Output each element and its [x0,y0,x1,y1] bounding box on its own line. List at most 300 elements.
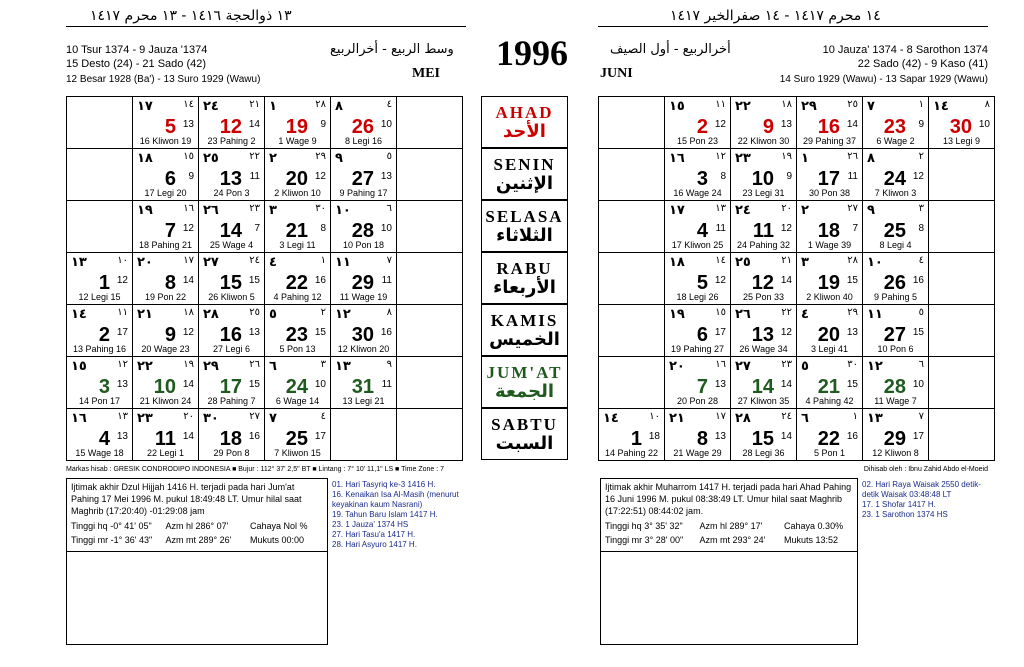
javanese-day: 12 [780,327,792,338]
gregorian-day: 20 [817,324,840,346]
javanese-day: 15 [314,327,326,338]
hijri-day: ٢٢ [735,99,751,114]
gregorian-day: 31 [351,376,374,398]
day-latin: JUM'AT [486,363,563,382]
pasaran-day: ٣ [320,359,326,370]
gregorian-day: 19 [285,116,308,138]
hijri-day: ٨ [335,99,343,114]
day-cell [665,305,731,357]
pasaran-label: 26 Kliwon 5 [208,292,255,302]
right-tinggi-mr: Tinggi mr 3° 28' 00" [605,535,684,545]
hijri-date [203,411,260,426]
hijri-day: ٢ [269,151,277,166]
empty-cell [397,357,463,409]
day-cell [797,253,863,305]
pasaran-label: 17 Legi 20 [144,188,187,198]
javanese-day: 17 [714,327,726,338]
javanese-day: 12 [780,223,792,234]
javanese-day: 10 [314,379,326,390]
pasaran-label: 12 Legi 15 [78,292,121,302]
right-javanese-line1: 10 Jauza' 1374 - 8 Sarothon 1374 [822,44,988,56]
hijri-day: ٢٧ [735,359,751,374]
hijri-day: ٣٠ [203,411,219,426]
day-cell [731,201,797,253]
gregorian-day: 30 [949,116,972,138]
gregorian-day: 9 [164,324,176,346]
day-arabic: الخميس [489,329,560,350]
pasaran-day: ٤ [918,255,924,266]
day-cell [331,149,397,201]
empty-cell [331,409,397,461]
pasaran-label: 24 Pon 3 [213,188,250,198]
hijri-date [867,203,924,218]
day-cell [331,305,397,357]
gregorian-day: 7 [696,376,708,398]
javanese-day: 14 [846,119,858,130]
hijri-date [137,151,194,166]
javanese-day: 17 [116,327,128,338]
javanese-day: 15 [846,275,858,286]
note-item: 23. 1 Sarothon 1374 HS [862,510,948,519]
gregorian-day: 29 [883,428,906,450]
day-cell [863,97,929,149]
pasaran-day: ٧ [386,255,392,266]
pasaran-day: ٢٨ [315,99,326,110]
day-cell [199,357,265,409]
hijri-day: ٦ [269,359,277,374]
day-names-column [475,96,574,460]
hijri-day: ١٨ [137,151,153,166]
hijri-date [801,99,858,114]
day-name-ahad [481,96,568,148]
left-box-divider [67,551,327,552]
gregorian-day: 4 [696,220,708,242]
pasaran-day: ٦ [386,203,392,214]
day-cell [199,409,265,461]
pasaran-label: 20 Wage 23 [141,344,190,354]
hijri-date [801,203,858,218]
gregorian-day: 2 [98,324,110,346]
day-cell [67,357,133,409]
hijri-day: ٩ [867,203,875,218]
hijri-day: ٢١ [669,411,685,426]
javanese-day: 17 [912,431,924,442]
hijri-day: ٢٧ [203,255,219,270]
hijri-day: ٢ [801,203,809,218]
note-item: 02. Hari Raya Waisak 2550 detik-detik Waisak 03:48:48 LT [862,480,981,499]
pasaran-label: 24 Pahing 32 [736,240,791,250]
hijri-day: ١٩ [137,203,153,218]
pasaran-day: ١ [320,255,326,266]
hijri-day: ٤ [269,255,277,270]
hijri-day: ١٦ [669,151,685,166]
right-ijtimak-text: Ijtimak akhir Muharrom 1417 H. terjadi pada hari Ahad Pahing 16 Juni 1996 M. pukul 08:38:49 LT. Umur hilal saat Maghrib (17:22:51) 08:44:02 jam. [605,482,852,516]
empty-cell [929,305,995,357]
pasaran-label: 21 Kliwon 24 [139,396,192,406]
javanese-day: 14 [182,379,194,390]
day-arabic: الثلاثاء [496,225,553,246]
hijri-date [335,151,392,166]
gregorian-day: 25 [883,220,906,242]
empty-cell [599,253,665,305]
day-name-kamis [481,304,568,356]
day-cell [199,305,265,357]
left-notes-list [332,480,468,550]
gregorian-day: 8 [696,428,708,450]
note-item: 01. Hari Tasyriq ke-3 1416 H. [332,480,436,489]
hijri-date [669,411,726,426]
pasaran-day: ١ [852,411,858,422]
javanese-day: 11 [381,379,392,390]
gregorian-day: 12 [219,116,242,138]
hijri-date [203,99,260,114]
pasaran-label: 13 Legi 9 [942,136,981,146]
javanese-day: 13 [380,171,392,182]
hijri-date [269,99,326,114]
gregorian-day: 17 [817,168,840,190]
day-cell [863,201,929,253]
pasaran-label: 10 Pon 18 [342,240,385,250]
gregorian-day: 10 [751,168,774,190]
day-latin: KAMIS [490,311,559,330]
pasaran-label: 23 Pahing 2 [207,136,256,146]
hijri-day: ٢٥ [735,255,751,270]
pasaran-label: 1 Wage 9 [278,136,317,146]
gregorian-day: 20 [285,168,308,190]
day-cell [731,253,797,305]
left-azm-mt: Azm mt 289° 26' [165,535,232,545]
day-cell [133,253,199,305]
pasaran-day: ١٩ [781,151,792,162]
day-cell [265,149,331,201]
pasaran-day: ٢١ [781,255,792,266]
javanese-day: 14 [780,379,792,390]
gregorian-day: 23 [883,116,906,138]
pasaran-day: ٥ [918,307,924,318]
javanese-day: 10 [380,119,392,130]
hijri-date [203,203,260,218]
pasaran-day: ٢٩ [315,151,326,162]
hijri-day: ١٣ [867,411,883,426]
pasaran-day: ١٧ [183,255,194,266]
javanese-day: 16 [912,275,924,286]
hijri-date [735,255,792,270]
hijri-date [269,151,326,166]
hijri-date [669,99,726,114]
javanese-day: 11 [715,223,726,234]
footer-hisab-author: Dihisab oleh : Ibnu Zahid Abdo el-Moeid [863,466,988,473]
empty-cell [929,253,995,305]
day-cell [199,201,265,253]
pasaran-label: 7 Kliwon 15 [274,448,321,458]
hijri-day: ٢٣ [735,151,751,166]
pasaran-day: ١٢ [715,151,726,162]
javanese-day: 17 [314,431,326,442]
pasaran-day: ٢٥ [847,99,858,110]
pasaran-label: 5 Pon 13 [279,344,316,354]
left-tinggi-hq: Tinggi hq -0° 41' 05" [71,521,152,531]
pasaran-label: 2 Kliwon 10 [274,188,321,198]
hijri-date [735,203,792,218]
hijri-day: ١٠ [335,203,351,218]
hijri-date [735,151,792,166]
hijri-date [867,307,924,322]
day-cell [731,149,797,201]
hijri-day: ٢١ [137,307,153,322]
javanese-day: 12 [182,223,194,234]
left-javanese-line2: 15 Desto (24) - 21 Sado (42) [66,58,207,70]
hijri-date [867,255,924,270]
pasaran-label: 30 Pon 38 [808,188,851,198]
day-cell [265,409,331,461]
day-arabic: الأربعاء [493,277,556,298]
pasaran-label: 20 Pon 28 [676,396,719,406]
empty-cell [599,305,665,357]
left-astro-row1 [67,519,327,533]
hijri-day: ١٢ [335,307,351,322]
hijri-date [867,151,924,166]
empty-cell [599,149,665,201]
june-calendar-grid [598,96,995,461]
day-cell [797,149,863,201]
day-cell [199,97,265,149]
pasaran-day: ٢٤ [781,411,792,422]
day-cell [133,149,199,201]
javanese-day: 11 [381,275,392,286]
pasaran-day: ١٦ [715,359,726,370]
pasaran-label: 22 Kliwon 30 [737,136,790,146]
hijri-date [137,99,194,114]
hijri-date [71,359,128,374]
pasaran-day: ٢ [918,151,924,162]
left-season: وسط الربيع - أخرالربيع [330,42,454,57]
day-cell [665,357,731,409]
gregorian-day: 17 [219,376,242,398]
day-cell [665,149,731,201]
day-cell [67,409,133,461]
pasaran-day: ٢٠ [183,411,194,422]
pasaran-day: ١١ [715,99,726,110]
day-cell [863,253,929,305]
gregorian-day: 27 [351,168,374,190]
hijri-day: ٥ [801,359,809,374]
javanese-day: 13 [116,431,128,442]
hijri-day: ٤ [801,307,809,322]
pasaran-label: 16 Wage 24 [673,188,722,198]
javanese-day: 9 [320,119,326,130]
gregorian-day: 2 [696,116,708,138]
javanese-day: 10 [912,379,924,390]
javanese-day: 13 [714,431,726,442]
empty-cell [67,201,133,253]
day-cell [929,97,995,149]
gregorian-day: 15 [751,428,774,450]
javanese-day: 13 [714,379,726,390]
empty-cell [397,97,463,149]
day-arabic: السبت [495,433,554,454]
hijri-date [735,359,792,374]
javanese-day: 13 [780,119,792,130]
gregorian-day: 1 [98,272,110,294]
pasaran-label: 14 Pahing 22 [604,448,659,458]
hijri-date [735,307,792,322]
empty-cell [599,357,665,409]
right-season: أخرالربيع - أول الصيف [610,42,731,57]
right-box-divider [601,551,857,552]
javanese-day: 18 [648,431,660,442]
day-cell [265,305,331,357]
javanese-day: 12 [714,275,726,286]
gregorian-day: 29 [351,272,374,294]
hijri-day: ١٧ [669,203,685,218]
javanese-day: 11 [249,171,260,182]
day-cell [265,97,331,149]
pasaran-day: ١٥ [183,151,194,162]
pasaran-day: ٢٦ [847,151,858,162]
pasaran-label: 17 Kliwon 25 [671,240,724,250]
hijri-date [801,411,858,426]
day-cell [863,149,929,201]
pasaran-day: ١٤ [183,99,194,110]
day-cell [797,357,863,409]
pasaran-day: ١٣ [715,203,726,214]
hijri-day: ٩ [335,151,343,166]
day-cell [731,305,797,357]
pasaran-day: ١٨ [183,307,194,318]
day-cell [797,409,863,461]
hijri-date [867,359,924,374]
pasaran-label: 11 Wage 19 [339,292,388,302]
right-month-label: JUNI [600,66,633,81]
pasaran-label: 6 Wage 2 [876,136,915,146]
gregorian-day: 21 [817,376,840,398]
pasaran-label: 25 Wage 4 [209,240,254,250]
javanese-day: 12 [314,171,326,182]
left-month-label: MEI [412,66,440,81]
right-azm-mt: Azm mt 293° 24' [699,535,766,545]
javanese-day: 8 [918,223,924,234]
day-latin: SABTU [491,415,558,434]
javanese-day: 16 [314,275,326,286]
hijri-day: ١٥ [71,359,87,374]
hijri-day: ١١ [335,255,351,270]
gregorian-day: 19 [817,272,840,294]
day-cell [265,357,331,409]
left-cahaya: Cahaya Nol % [250,521,308,531]
gregorian-day: 6 [696,324,708,346]
pasaran-day: ٢٤ [249,255,260,266]
gregorian-day: 7 [164,220,176,242]
gregorian-day: 16 [219,324,242,346]
right-javanese-line3: 14 Suro 1929 (Wawu) - 13 Sapar 1929 (Wawu) [779,74,988,85]
pasaran-day: ١٣ [117,411,128,422]
hijri-date [335,255,392,270]
pasaran-day: ١ [918,99,924,110]
note-item: 19. Tahun Baru Islam 1417 H. [332,510,438,519]
pasaran-day: ٢ [320,307,326,318]
javanese-day: 8 [720,171,726,182]
pasaran-day: ٣ [918,203,924,214]
hijri-day: ١١ [867,307,883,322]
pasaran-day: ١٩ [183,359,194,370]
javanese-day: 16 [846,431,858,442]
right-tinggi-hq: Tinggi hq 3° 35' 32" [605,521,683,531]
hijri-date [867,99,924,114]
left-tinggi-mr: Tinggi mr -1° 36' 43" [71,535,153,545]
hijri-day: ١٣ [335,359,351,374]
pasaran-day: ١٨ [781,99,792,110]
hijri-date [335,359,392,374]
day-cell [665,201,731,253]
javanese-day: 14 [182,431,194,442]
gregorian-day: 26 [351,116,374,138]
javanese-day: 9 [188,171,194,182]
empty-cell [929,201,995,253]
pasaran-day: ١٧ [715,411,726,422]
hijri-day: ٢٠ [137,255,153,270]
year-title: 1996 [496,33,568,73]
gregorian-day: 11 [752,220,774,242]
hijri-day: ١٥ [669,99,685,114]
hijri-day: ٢٩ [801,99,817,114]
javanese-day: 12 [116,275,128,286]
pasaran-day: ٢٩ [847,307,858,318]
pasaran-day: ٢٢ [249,151,260,162]
hijri-day: ١٦ [71,411,87,426]
left-header-divider [66,26,466,27]
hijri-date [735,99,792,114]
empty-cell [397,253,463,305]
day-cell [133,409,199,461]
pasaran-label: 8 Legi 4 [879,240,912,250]
left-ijtimak-text: Ijtimak akhir Dzul Hijjah 1416 H. terjadi pada hari Jum'at Pahing 17 Mei 1996 M. pukul 18:49:48 LT. Umur hilal saat Maghrib (17:20:40) -01:29:08 jam [71,482,302,516]
hijri-date [269,359,326,374]
gregorian-day: 18 [817,220,840,242]
day-name-rabu [481,252,568,304]
note-item: 16. Kenaikan Isa Al-Masih (menurut keyakinan kaum Nasrani) [332,490,459,509]
pasaran-day: ٢٥ [249,307,260,318]
hijri-date [203,151,260,166]
gregorian-day: 5 [696,272,708,294]
hijri-day: ١٤ [933,99,949,114]
day-cell [331,201,397,253]
hijri-date [137,307,194,322]
day-name-sabtu [481,408,568,460]
hijri-day: ٣ [269,203,277,218]
pasaran-day: ٧ [918,411,924,422]
day-cell [133,201,199,253]
javanese-day: 16 [380,327,392,338]
pasaran-label: 12 Kliwon 20 [337,344,390,354]
day-cell [797,201,863,253]
gregorian-day: 16 [817,116,840,138]
javanese-day: 13 [248,327,260,338]
right-astro-row2 [601,533,857,547]
gregorian-day: 13 [219,168,242,190]
day-latin: SENIN [493,155,556,174]
gregorian-day: 24 [883,168,906,190]
gregorian-day: 3 [98,376,110,398]
day-cell [731,357,797,409]
day-cell [665,409,731,461]
day-cell [331,253,397,305]
left-javanese-line3: 12 Besar 1928 (Ba') - 13 Suro 1929 (Wawu) [66,74,261,85]
pasaran-label: 10 Pon 6 [877,344,914,354]
day-cell [665,97,731,149]
day-cell [863,305,929,357]
day-cell [67,305,133,357]
gregorian-day: 5 [164,116,176,138]
